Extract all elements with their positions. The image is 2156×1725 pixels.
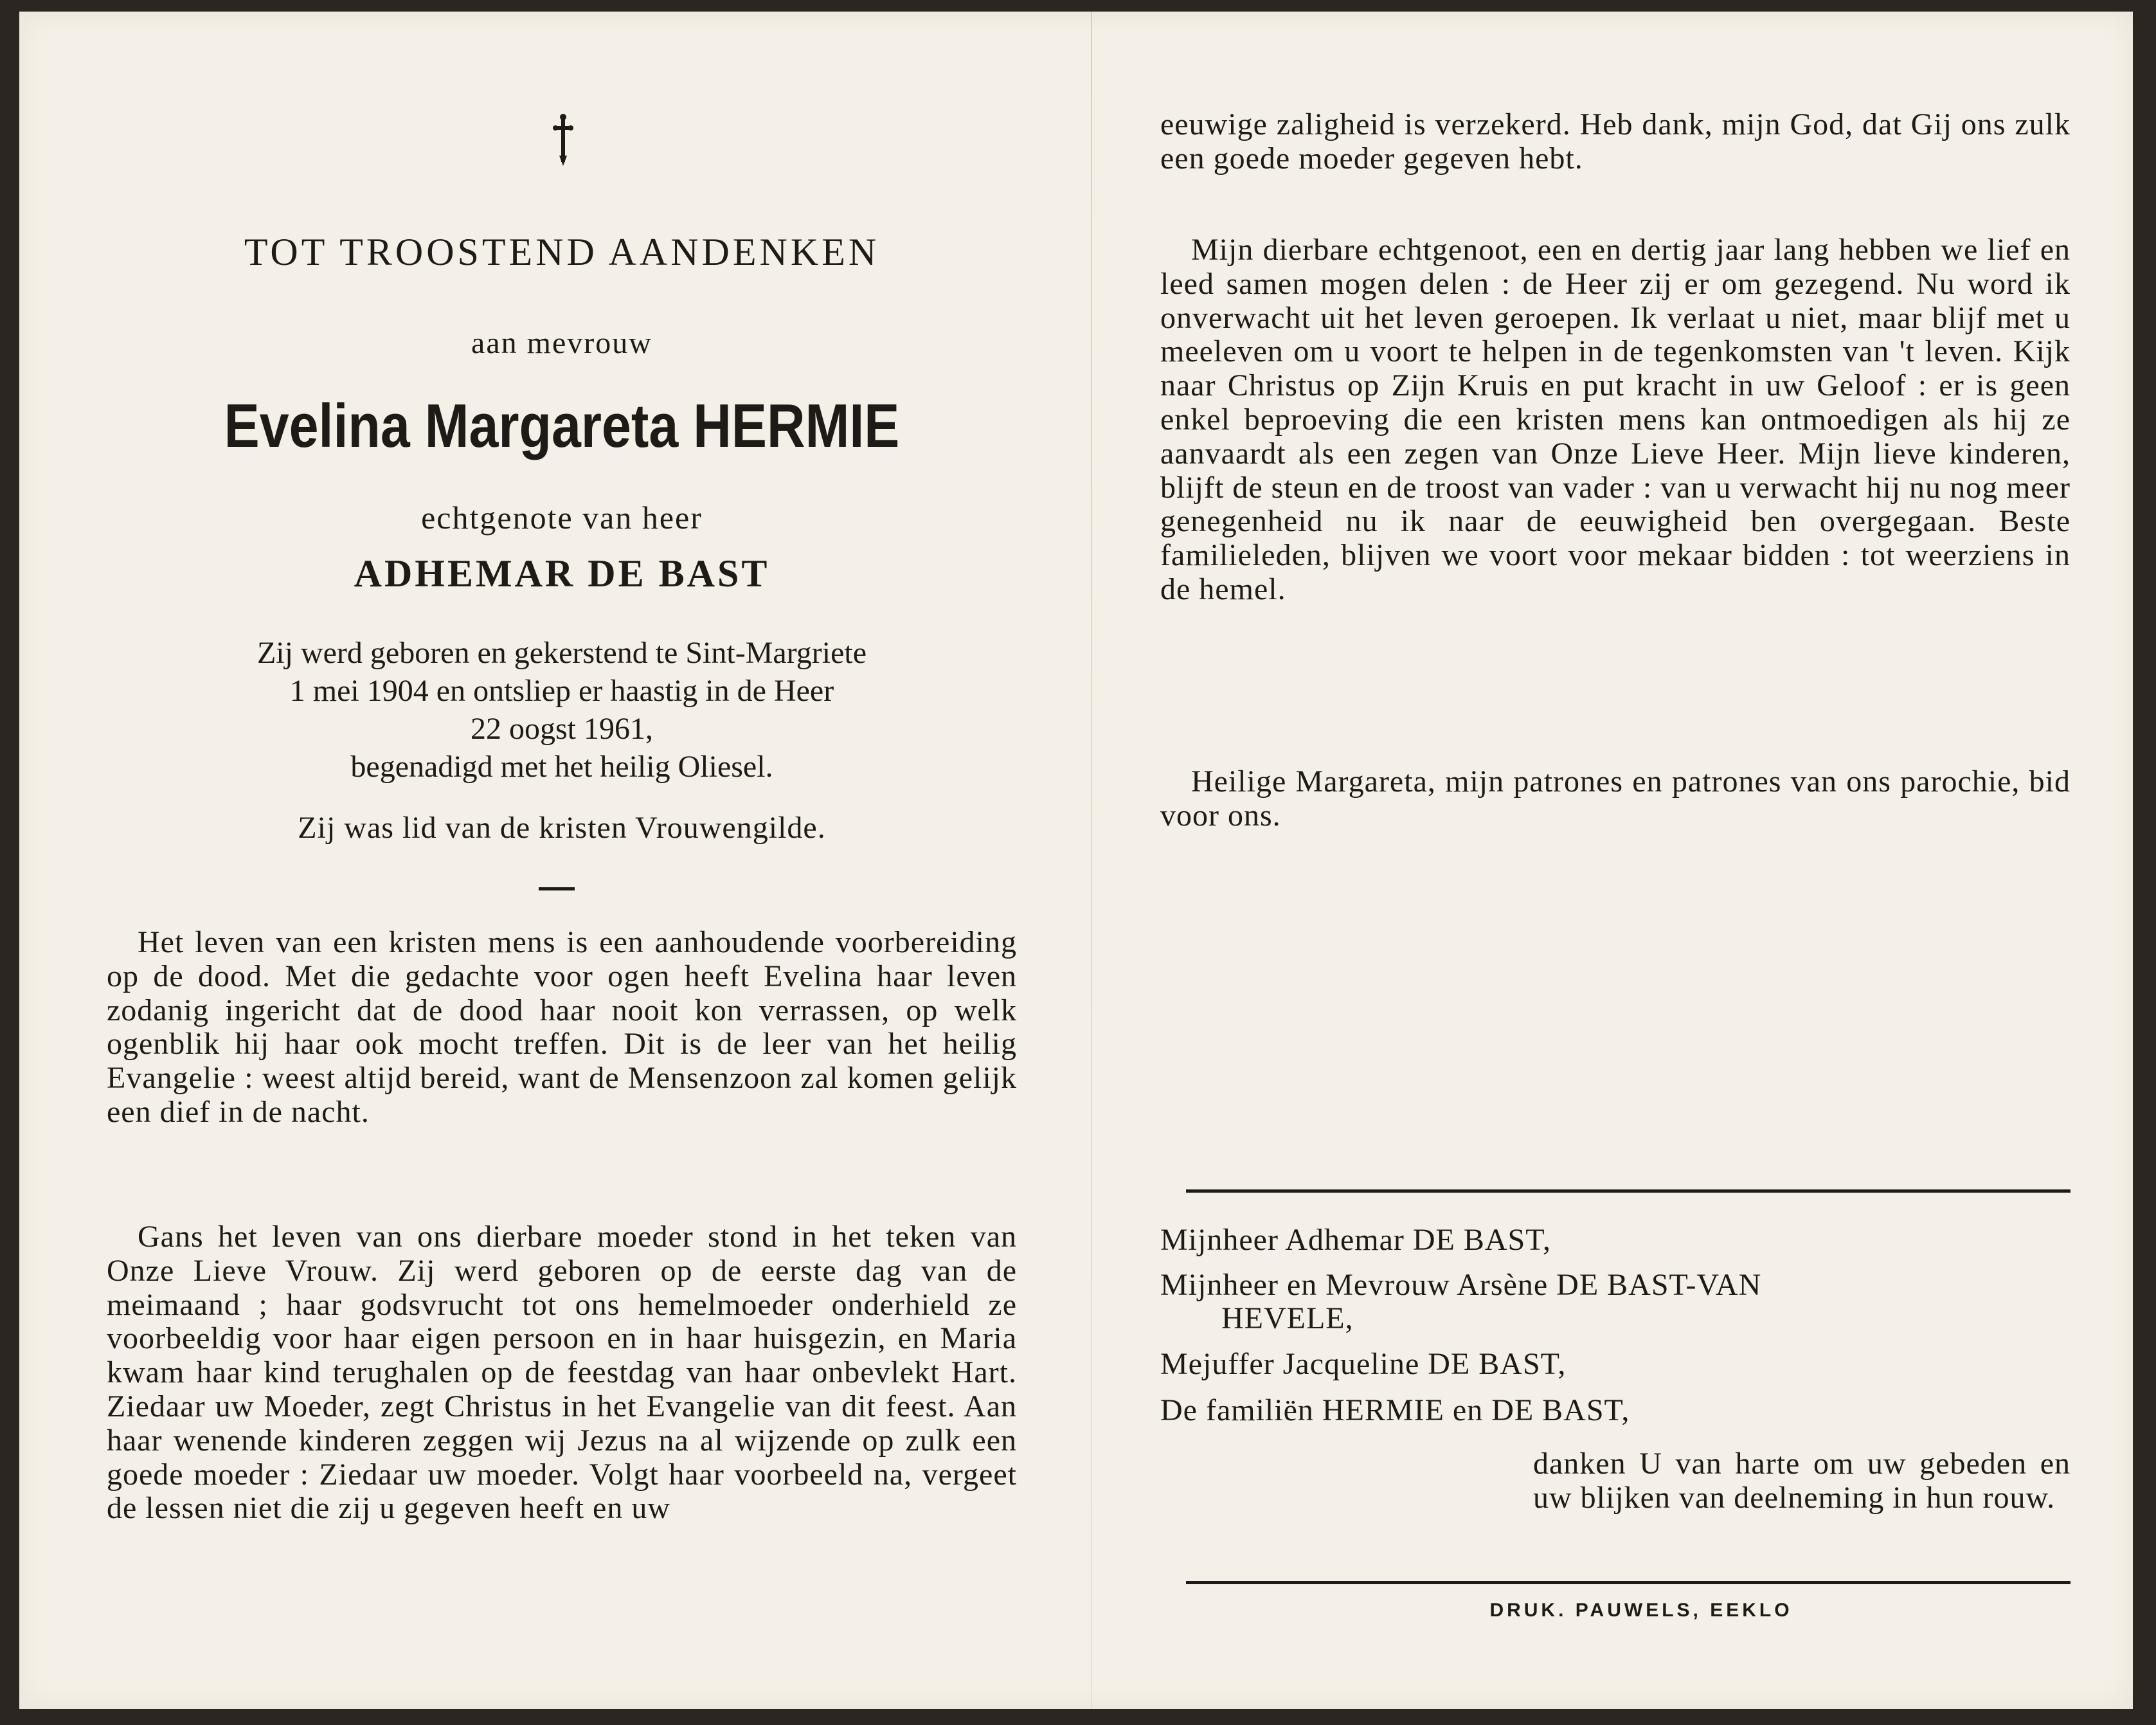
paragraph-text: Mijn dierbare echtgenoot, een en dertig jaar lang hebben we lief en leed samen mogen delen : de Heer zij er om gezegend. Nu word ik onverwacht uit het leven geroepen. Ik verlaat u niet, maar blijf met u meeleven om u voort te helpen in de tegenkomsten van 't leven. Kijk naar Christus op Zijn Kruis en put kracht in uw Geloof : er is geen enkel beproeving die een kristen mens kan ontmoedigen als hij ze aanvaardt als een zegen van Onze Lieve Heer. Mijn lieve kinderen, blijft de steun en de troost van vader : van u verwacht hij nu nog meer genegenheid nu ik naar de eeuwigheid ben overgegaan. Beste familieleden, blijven we voort voor mekaar bidden : tot weerziens in de hemel. [1160,233,2071,606]
paragraph [107,926,1017,1130]
printer-credit: DRUK. PAUWELS, EEKLO [1489,1600,1793,1621]
memorial-card [19,12,2133,1709]
left-page [107,12,1017,1709]
paragraph-text: Heilige Margareta, mijn patrones en patrones van ons parochie, bid voor ons. [1160,764,2071,833]
birth-line: begenadigd met het heilig Oliesel. [350,750,773,784]
divider-rule [1186,1581,2071,1584]
divider-rule [1186,1189,2071,1193]
card-fold [1091,12,1092,1709]
thanks-text: danken U van harte om uw gebeden en uw blijken van deelneming in hun rouw. [1533,1447,2071,1515]
deceased-name: Evelina Margareta HERMIE [224,392,900,460]
paragraph-text: eeuwige zaligheid is verzekerd. Heb dank, mijn God, dat Gij ons zulk een goede moeder gegeven hebt. [1160,107,2071,176]
right-page [1160,12,2071,1709]
family-line [1160,1269,2071,1335]
dedication: aan mevrouw [471,326,652,360]
family-line: Mijnheer Adhemar DE BAST, [1160,1223,1552,1257]
birth-line: 1 mei 1904 en ontsliep er haastig in de Heer [289,674,834,708]
paragraph [1160,765,2071,833]
paragraph [1160,108,2071,176]
paragraph [1160,233,2071,607]
birth-details [107,634,1017,786]
paragraph [107,1220,1017,1526]
heading: TOT TROOSTEND AANDENKEN [244,231,880,273]
paragraph-text: Gans het leven van ons dierbare moeder stond in het teken van Onze Lieve Vrouw. Zij werd geboren op de eerste dag van de meimaand ; haar godsvrucht tot ons hemelmoeder onderhield ze voorbeeldig voor haar eigen persoon en in haar huisgezin, en Maria kwam haar kind terughalen op de feestdag van haar onbevlekt Hart. Ziedaar uw Moeder, zegt Christus in het Evangelie van dit feest. Aan haar wenende kinderen zeggen wij Jezus na al wijzende op zulk een goede moeder : Ziedaar uw moeder. Volgt haar voorbeeld na, vergeet de lessen niet die zij u gegeven heeft en uw [107,1220,1017,1526]
birth-line: 22 oogst 1961, [470,712,653,746]
family-line-part: Mijnheer en Mevrouw Arsène DE BAST-VAN [1160,1268,1762,1302]
husband-name: ADHEMAR DE BAST [354,552,770,595]
separator-dash [539,887,575,890]
family-line-part: HEVELE, [1221,1301,1354,1335]
birth-line: Zij werd geboren en gekerstend te Sint-Margriete [256,636,867,670]
family-line: De familiën HERMIE en DE BAST, [1160,1393,1630,1427]
paragraph-text: Het leven van een kristen mens is een aanhoudende voorbereiding op de dood. Met die gedachte voor ogen heeft Evelina haar leven zodanig ingericht dat de dood haar nooit kon verrassen, op welk ogenblik hij haar ook mocht treffen. Dit is de leer van het heilig Evangelie : weest altijd bereid, want de Mensenzoon zal komen gelijk een dief in de nacht. [107,925,1017,1129]
cross-icon [550,109,576,167]
membership: Zij was lid van de kristen Vrouwengilde. [298,811,826,845]
family-line: Mejuffer Jacqueline DE BAST, [1160,1347,1567,1381]
relation: echtgenote van heer [421,500,703,536]
